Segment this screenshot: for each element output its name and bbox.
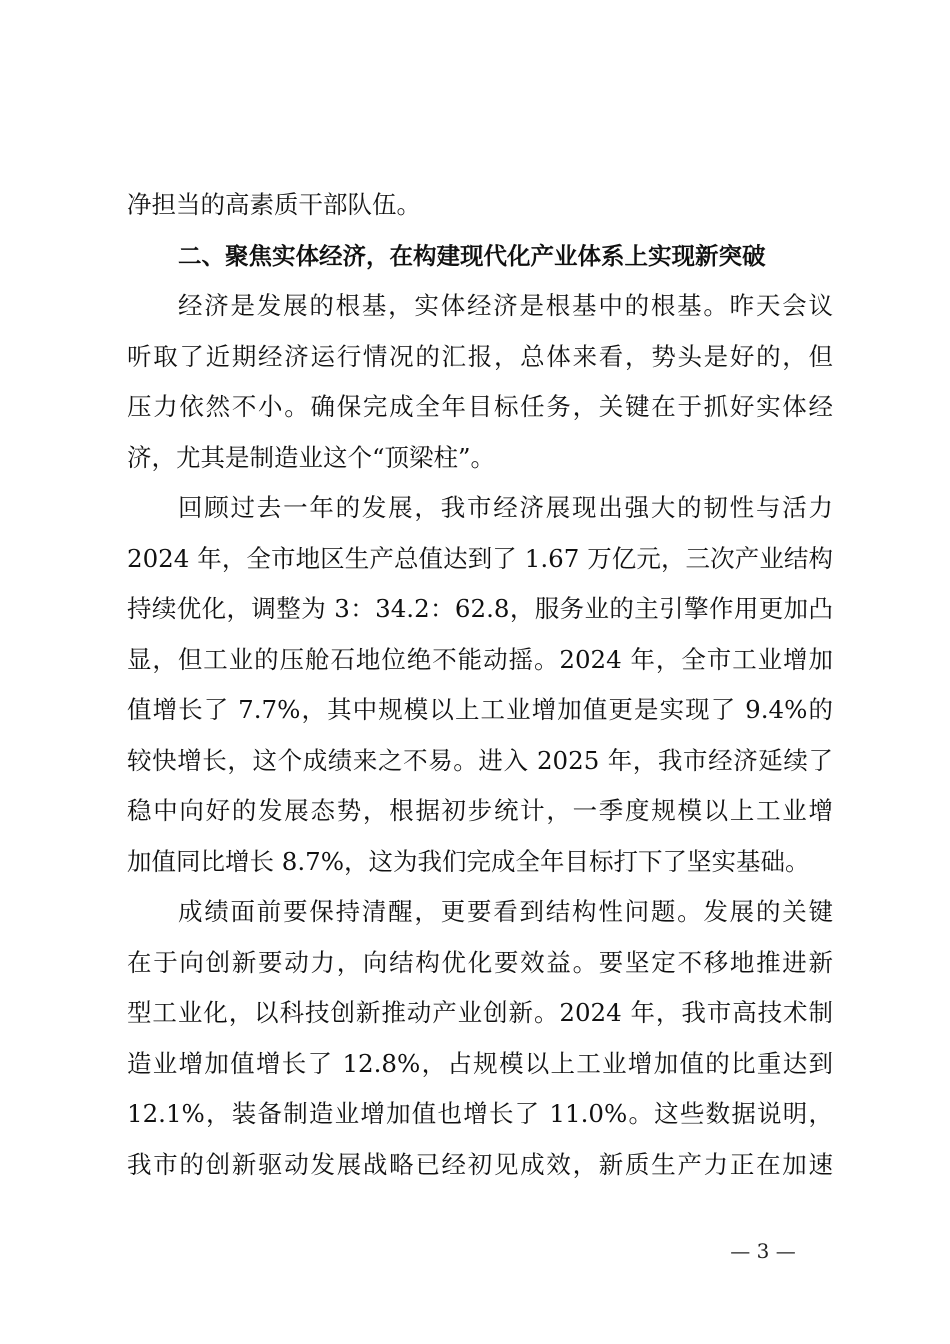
- page-number: — 3 —: [730, 1239, 796, 1263]
- section-heading: 二、聚焦实体经济，在构建现代化产业体系上实现新突破: [178, 241, 766, 270]
- text-line: 值增长了 7.7%，其中规模以上工业增加值更是实现了 9.4%的: [127, 695, 833, 724]
- text-line: 较快增长，这个成绩来之不易。进入 2025 年，我市经济延续了: [127, 745, 833, 775]
- text-line: 型工业化，以科技创新推动产业创新。2024 年，我市高技术制: [127, 998, 833, 1027]
- text-line: 成绩面前要保持清醒，更要看到结构性问题。发展的关键: [178, 897, 833, 926]
- text-line: 稳中向好的发展态势，根据初步统计，一季度规模以上工业增: [127, 796, 833, 825]
- text-line: 显，但工业的压舱石地位绝不能动摇。2024 年，全市工业增加: [127, 644, 833, 674]
- text-line: 经济是发展的根基，实体经济是根基中的根基。昨天会议: [178, 291, 833, 320]
- text-line: 我市的创新驱动发展战略已经初见成效，新质生产力正在加速: [127, 1149, 833, 1179]
- document-body: [127, 180, 833, 1190]
- text-line: 2024 年，全市地区生产总值达到了 1.67 万亿元，三次产业结构: [127, 543, 833, 573]
- text-line: 造业增加值增长了 12.8%，占规模以上工业增加值的比重达到: [127, 1048, 833, 1078]
- text-line: 回顾过去一年的发展，我市经济展现出强大的韧性与活力: [178, 493, 833, 522]
- text-line: 持续优化，调整为 3：34.2：62.8，服务业的主引擎作用更加凸: [127, 594, 833, 623]
- text-line: 在于向创新要动力，向结构优化要效益。要坚定不移地推进新: [127, 947, 833, 977]
- text-line: 加值同比增长 8.7%，这为我们完成全年目标打下了坚实基础。: [127, 846, 810, 876]
- text-line: 净担当的高素质干部队伍。: [127, 190, 421, 219]
- text-line: 听取了近期经济运行情况的汇报，总体来看，势头是好的，但: [127, 341, 833, 371]
- text-line: 济，尤其是制造业这个“顶梁柱”。: [127, 442, 496, 472]
- text-line: 12.1%，装备制造业增加值也增长了 11.0%。这些数据说明，: [127, 1099, 833, 1128]
- text-line: 压力依然不小。确保完成全年目标任务，关键在于抓好实体经: [127, 392, 833, 421]
